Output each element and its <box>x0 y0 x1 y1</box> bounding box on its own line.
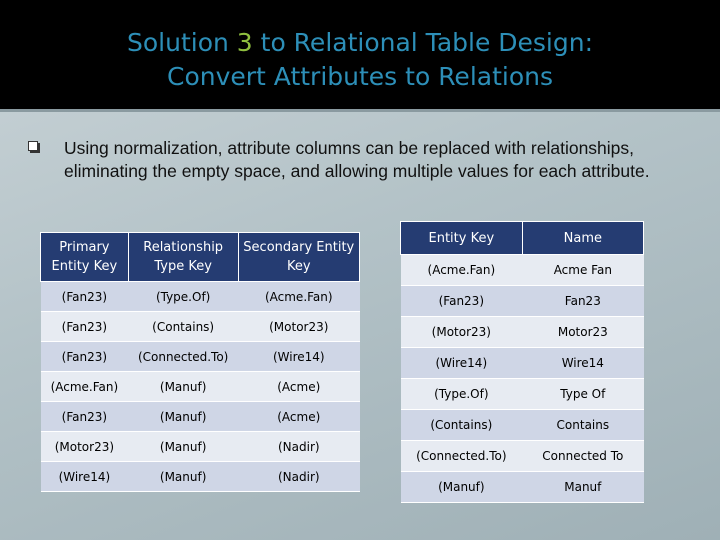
table-cell: (Fan23) <box>41 342 129 372</box>
table-row <box>401 472 644 503</box>
table-cell: (Wire14) <box>41 462 129 492</box>
table-cell: (Acme.Fan) <box>238 282 359 312</box>
table-row <box>401 317 644 348</box>
table-row <box>41 312 360 342</box>
table-cell: Manuf <box>522 472 643 503</box>
title-line-2: Convert Attributes to Relations <box>166 62 553 91</box>
column-header: Entity Key <box>401 222 523 255</box>
table-cell: (Motor23) <box>238 312 359 342</box>
table-row <box>41 342 360 372</box>
table-cell: (Connected.To) <box>401 441 523 472</box>
table-cell: (Manuf) <box>128 462 238 492</box>
table-cell: (Manuf) <box>401 472 523 503</box>
table-cell: (Acme) <box>238 402 359 432</box>
column-header: Name <box>522 222 643 255</box>
table-row <box>401 441 644 472</box>
table-row <box>401 410 644 441</box>
title-word: Solution <box>126 28 229 57</box>
table-row <box>401 348 644 379</box>
table-cell: (Contains) <box>128 312 238 342</box>
table-cell: (Fan23) <box>41 312 129 342</box>
table-row <box>41 282 360 312</box>
table-cell: Connected To <box>522 441 643 472</box>
table-cell: (Type.Of) <box>128 282 238 312</box>
table-cell: (Motor23) <box>401 317 523 348</box>
table-cell: Contains <box>522 410 643 441</box>
table-cell: (Fan23) <box>41 282 129 312</box>
title-rest: to Relational Table Design: <box>260 28 594 57</box>
table-cell: (Connected.To) <box>128 342 238 372</box>
table-header-row <box>41 233 360 282</box>
table-cell: (Fan23) <box>401 286 523 317</box>
table-cell: Acme Fan <box>522 255 643 286</box>
table-row <box>41 462 360 492</box>
table-row <box>41 372 360 402</box>
table-cell: Motor23 <box>522 317 643 348</box>
table-cell: (Manuf) <box>128 372 238 402</box>
table-cell: Fan23 <box>522 286 643 317</box>
table-cell: (Acme.Fan) <box>401 255 523 286</box>
table-cell: Type Of <box>522 379 643 410</box>
table-cell: (Manuf) <box>128 402 238 432</box>
table-cell: (Fan23) <box>41 402 129 432</box>
table-cell: Wire14 <box>522 348 643 379</box>
table-row <box>401 286 644 317</box>
table-cell: (Motor23) <box>41 432 129 462</box>
title-number: 3 <box>236 28 253 57</box>
table-cell: (Type.Of) <box>401 379 523 410</box>
bullet-text: Using normalization, attribute columns can be replaced with relationships, eliminating the empty space, and allowing multiple values for each attribute. <box>64 138 650 181</box>
table-cell: (Acme) <box>238 372 359 402</box>
table-row <box>401 379 644 410</box>
square-bullet-icon <box>28 141 38 151</box>
table-row <box>41 402 360 432</box>
table-cell: (Nadir) <box>238 462 359 492</box>
table-cell: (Nadir) <box>238 432 359 462</box>
table-cell: (Contains) <box>401 410 523 441</box>
column-header: Secondary Entity Key <box>238 233 359 282</box>
table-cell: (Acme.Fan) <box>41 372 129 402</box>
table-row <box>401 255 644 286</box>
table-cell: (Manuf) <box>128 432 238 462</box>
table-cell: (Wire14) <box>401 348 523 379</box>
title-line-1 <box>0 26 720 60</box>
table-header-row <box>401 222 644 255</box>
table-row <box>41 432 360 462</box>
column-header: Primary Entity Key <box>41 233 129 282</box>
relations-table <box>40 232 360 492</box>
entities-table <box>400 221 644 503</box>
title-band <box>0 0 720 112</box>
slide-title <box>0 26 720 94</box>
table-cell: (Wire14) <box>238 342 359 372</box>
column-header: Relationship Type Key <box>128 233 238 282</box>
